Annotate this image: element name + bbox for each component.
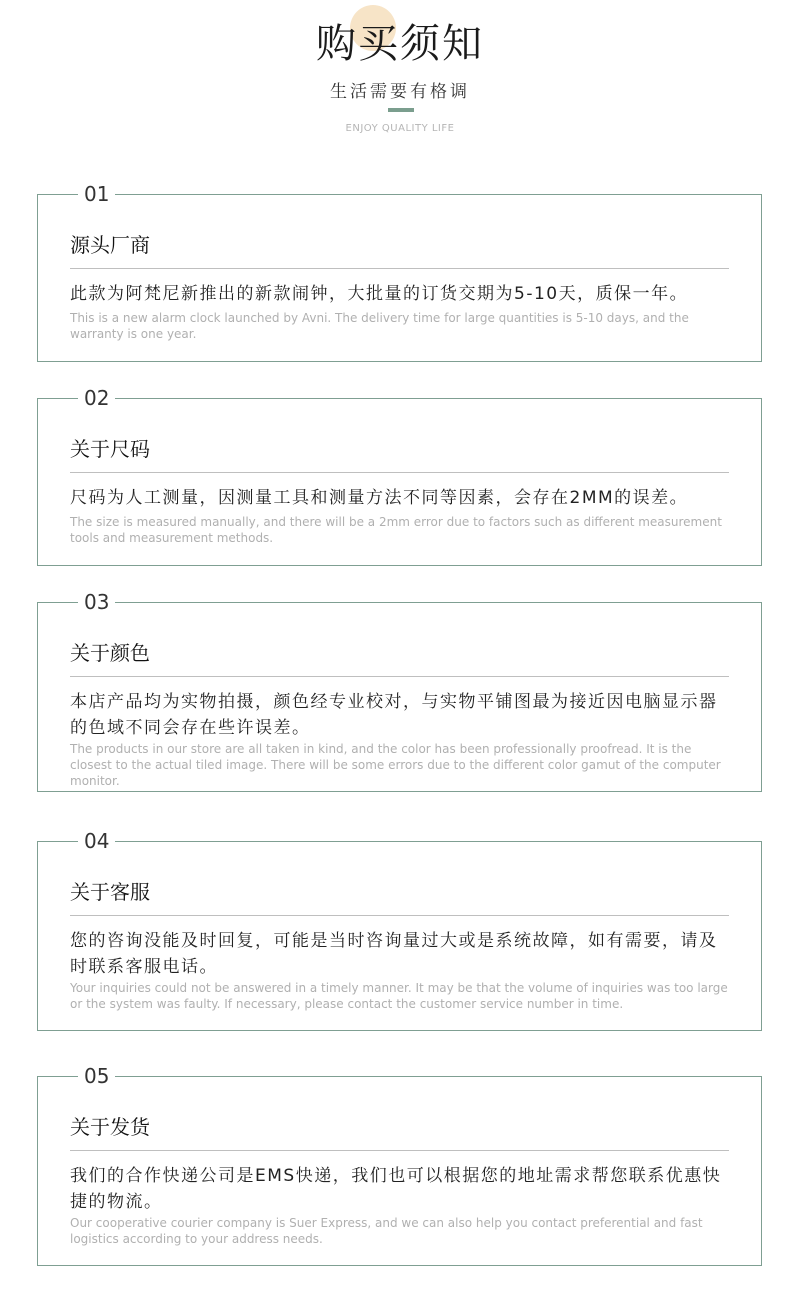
tagline: ENJOY QUALITY LIFE <box>345 123 455 134</box>
card-number: 04 <box>78 828 115 854</box>
card-text-chinese: 您的咨询没能及时回复，可能是当时咨询量过大或是系统故障，如有需要，请及时联系客服电话。 <box>70 931 718 977</box>
card-text-english: Our cooperative courier company is Suer Express, and we can also help you contact preferential and fast logistics according to your address needs. <box>70 1216 703 1246</box>
info-card-shipping <box>37 1064 762 1266</box>
card-text-english: This is a new alarm clock launched by Avni. The delivery time for large quantities is 5-10 days, and the warranty is one year. <box>70 311 689 341</box>
page-title: 购买须知 <box>316 21 484 67</box>
info-card-customer-service <box>37 829 762 1031</box>
card-number: 05 <box>78 1063 115 1089</box>
card-text-chinese: 此款为阿梵尼新推出的新款闹钟，大批量的订货交期为5-10天，质保一年。 <box>70 284 689 304</box>
card-divider <box>70 472 729 473</box>
card-text-chinese: 尺码为人工测量，因测量工具和测量方法不同等因素，会存在2MM的误差。 <box>70 488 689 508</box>
card-heading: 关于尺码 <box>70 437 150 461</box>
page-subtitle: 生活需要有格调 <box>330 82 470 102</box>
card-divider <box>70 1150 729 1151</box>
card-divider <box>70 676 729 677</box>
accent-divider <box>388 108 414 112</box>
card-text-chinese: 本店产品均为实物拍摄，颜色经专业校对，与实物平铺图最为接近因电脑显示器的色域不同会存在些许误差。 <box>70 692 718 738</box>
card-text-english: The size is measured manually, and there will be a 2mm error due to factors such as different measurement tools and measurement methods. <box>70 515 722 545</box>
card-heading: 关于客服 <box>70 880 150 904</box>
card-number: 01 <box>78 181 115 207</box>
card-text-english: The products in our store are all taken in kind, and the color has been professionally proofread. It is the closest to the actual tiled image. There will be some errors due to the different color gamut of the computer monitor. <box>70 742 721 788</box>
card-number: 02 <box>78 385 115 411</box>
card-text-chinese: 我们的合作快递公司是EMS快递，我们也可以根据您的地址需求帮您联系优惠快捷的物流。 <box>70 1166 722 1212</box>
info-card-color <box>37 590 762 792</box>
page-header <box>0 0 800 150</box>
info-card-size <box>37 386 762 566</box>
card-divider <box>70 915 729 916</box>
info-card-source <box>37 182 762 362</box>
card-text-english: Your inquiries could not be answered in a timely manner. It may be that the volume of inquiries was too large or the system was faulty. If necessary, please contact the customer service number in time. <box>70 981 728 1011</box>
card-divider <box>70 268 729 269</box>
card-heading: 关于发货 <box>70 1115 150 1139</box>
card-heading: 关于颜色 <box>70 641 150 665</box>
card-heading: 源头厂商 <box>70 233 150 257</box>
card-number: 03 <box>78 589 115 615</box>
